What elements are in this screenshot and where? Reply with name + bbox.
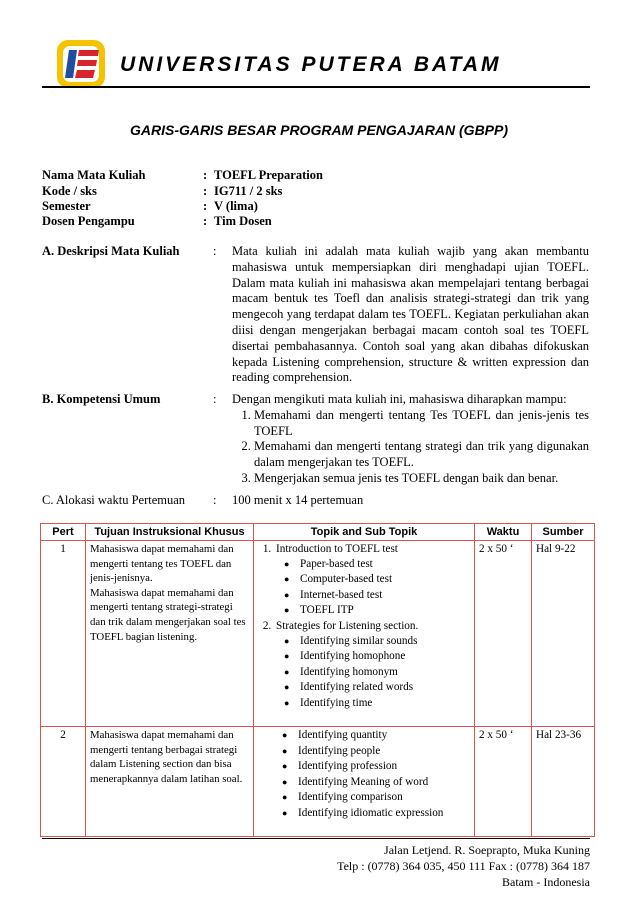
subtopic-item: ● Identifying Meaning of word [298, 775, 470, 791]
university-name: UNIVERSITAS PUTERA BATAM [120, 53, 502, 76]
sumber-cell: Hal 23-36 [532, 727, 595, 837]
tik-cell [86, 727, 254, 837]
bullet-icon: ● [282, 730, 288, 740]
competency-item: 1. Memahami dan mengerti tentang Tes TOEFL dan jenis-jenis tes TOEFL [254, 408, 589, 440]
subtopic-item: ● Computer-based test [300, 572, 470, 588]
header-divider [42, 86, 590, 88]
header-sumber: Sumber [532, 524, 595, 541]
section-b-label: B. Kompetensi Umum [42, 392, 161, 406]
university-logo [55, 38, 107, 90]
bullet-icon: ● [284, 682, 290, 693]
sumber-cell: Hal 9-22 [532, 541, 595, 727]
topic-cell [254, 541, 475, 727]
topic-title: Strategies for Listening section. [276, 619, 419, 632]
info-value: Tim Dosen [214, 214, 272, 228]
logo-red-middle [77, 60, 97, 66]
bullet-icon: ● [284, 589, 290, 600]
bullet-icon: ● [284, 558, 290, 569]
tik-text: Mahasiswa dapat memahami dan mengerti tentang strategi-strategi dan trik dalam mengerjakan soal tes TOEFL bagian listening. [90, 586, 246, 643]
info-colon: : [203, 168, 208, 182]
footer-city: Batam - Indonesia [502, 875, 590, 889]
header-topic: Topik and Sub Topik [254, 524, 475, 541]
bullet-icon: ● [282, 745, 288, 756]
subtopic-item: ● Identifying quantity [298, 728, 470, 744]
section-c-time-allocation: 100 menit x 14 pertemuan [232, 493, 364, 507]
info-value: TOEFL Preparation [214, 168, 323, 182]
section-b-intro: Dengan mengikuti mata kuliah ini, mahasiswa diharapkan mampu: [232, 392, 567, 406]
info-colon: : [203, 199, 208, 213]
info-colon: : [203, 214, 208, 228]
subtopic-item: ● Identifying people [298, 744, 470, 760]
header-waktu: Waktu [475, 524, 532, 541]
tik-text: Mahasiswa dapat memahami dan mengerti tentang tes TOEFL dan jenis-jenisnya. [90, 543, 234, 585]
subtopic-item: ● Identifying profession [298, 759, 470, 775]
info-label: Semester [42, 199, 91, 213]
topic-item [274, 542, 470, 619]
subtopic-item: ● Identifying time [300, 696, 470, 712]
footer-divider [42, 838, 590, 839]
pert-cell: 1 [41, 541, 86, 727]
section-b-competencies [232, 392, 589, 487]
info-colon: : [203, 184, 208, 198]
subtopic-item: ● Identifying comparison [298, 790, 470, 806]
bullet-icon: ● [284, 574, 290, 585]
info-label: Kode / sks [42, 184, 97, 198]
section-c-colon: : [213, 493, 217, 507]
info-label: Nama Mata Kuliah [42, 168, 146, 182]
footer-address: Jalan Letjend. R. Soeprapto, Muka Kuning [384, 843, 590, 857]
bullet-icon: ● [284, 651, 290, 662]
subtopic-list [276, 557, 470, 619]
bullet-icon: ● [282, 807, 288, 818]
tik-text: Mahasiswa dapat memahami dan mengerti tentang berbagai strategi dalam Listening section dan bisa menerapkannya dalam latihan soal. [90, 729, 243, 785]
section-a-colon: : [213, 244, 217, 258]
table-header-row [41, 524, 595, 541]
table-row [41, 541, 595, 727]
bullet-icon: ● [284, 697, 290, 708]
competency-item: 2. Memahami dan mengerti tentang strategi dan trik yang digunakan dalam mengerjakan tes TOEFL. [254, 439, 589, 471]
subtopic-item: ● Identifying idiomatic expression [298, 806, 470, 822]
subtopic-item: ● Paper-based test [300, 557, 470, 573]
bullet-icon: ● [282, 792, 288, 803]
bullet-icon: ● [284, 635, 290, 646]
section-a-description: Mata kuliah ini adalah mata kuliah wajib yang akan membantu mahasiswa untuk mempersiapkan diri menghadapi ujian TOEFL. Dalam mata kuliah ini mahasiswa akan mempelajari tentang berbagai macam bentuk tes Toefl dan analisis strategi-strategi dan trik yang mengecoh yang terdapat dalam tes TOEFL. Kegiatan perkuliahan akan diisi dengan mengerjakan berbagai macam contoh soal tes TOEFL disertai pembahasannya. Contoh soal yang akan dibahas difokuskan kepada Listening comprehension, structure & written expression dan reading comprehension. [232, 244, 589, 385]
document-title: GARIS-GARIS BESAR PROGRAM PENGAJARAN (GBPP) [129, 122, 509, 138]
subtopic-item: ● Identifying homophone [300, 649, 470, 665]
footer-phone: Telp : (0778) 364 035, 450 111 Fax : (0778) 364 187 [337, 859, 590, 873]
logo-red-bottom [75, 70, 95, 78]
bullet-icon: ● [284, 605, 290, 616]
logo-red-top [78, 50, 99, 56]
header-pert: Pert [41, 524, 86, 541]
section-a-label: A. Deskripsi Mata Kuliah [42, 244, 180, 258]
info-label: Dosen Pengampu [42, 214, 135, 228]
subtopic-item: ● TOEFL ITP [300, 603, 470, 619]
subtopic-item: ● Identifying homonym [300, 665, 470, 681]
bullet-icon: ● [282, 776, 288, 787]
subtopic-list [276, 634, 470, 712]
waktu-cell: 2 x 50 ‘ [475, 541, 532, 727]
competency-list [232, 408, 589, 487]
topic-item [274, 619, 470, 712]
topic-cell [254, 727, 475, 837]
subtopic-item: ● Identifying similar sounds [300, 634, 470, 650]
bullet-icon: ● [282, 761, 288, 772]
header-tik: Tujuan Instruksional Khusus [86, 524, 254, 541]
topic-list [258, 542, 470, 712]
subtopic-item: ● Identifying related words [300, 680, 470, 696]
info-value: IG711 / 2 sks [214, 184, 283, 198]
competency-item: 3. Mengerjakan semua jenis tes TOEFL dengan baik dan benar. [254, 471, 589, 487]
syllabus-table [40, 523, 595, 837]
info-value: V (lima) [214, 199, 258, 213]
topic-title: Introduction to TOEFL test [276, 543, 398, 555]
section-b-colon: : [213, 392, 217, 406]
tik-cell [86, 541, 254, 727]
pert-cell: 2 [41, 727, 86, 837]
bullet-icon: ● [284, 666, 290, 677]
section-c-label: C. Alokasi waktu Pertemuan [42, 493, 186, 507]
table-row [41, 727, 595, 837]
subtopic-item: ● Internet-based test [300, 588, 470, 604]
subtopic-list [258, 728, 470, 822]
waktu-cell: 2 x 50 ‘ [475, 727, 532, 837]
